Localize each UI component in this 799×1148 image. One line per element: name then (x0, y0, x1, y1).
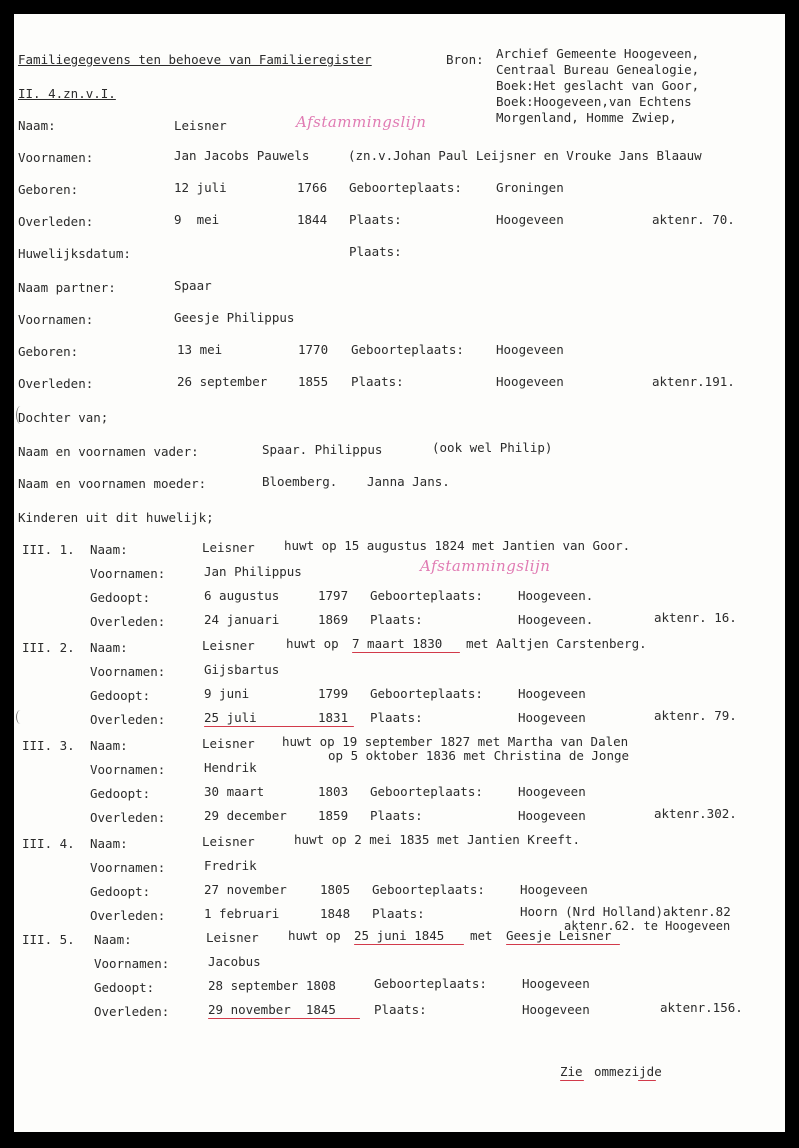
child-gedoopt-year: 1803 (318, 784, 349, 799)
naam-label: Naam: (18, 118, 56, 133)
child-voornamen: Jacobus (208, 954, 261, 969)
aktenr: aktenr. 70. (652, 212, 735, 227)
child-gedoopt-day: 30 maart (204, 784, 265, 799)
child-aktenr-note: aktenr.62. te Hoogeveen (564, 919, 731, 933)
partner-geboren-label: Geboren: (18, 344, 79, 359)
child-naam-label: Naam: (90, 640, 128, 655)
partner-geboren-day: 13 mei (177, 342, 223, 357)
child-huwelijk-2: op 5 oktober 1836 met Christina de Jonge (328, 748, 630, 763)
red-underline (208, 1018, 360, 1019)
plaats-label: Plaats: (351, 374, 404, 389)
child-voornamen-label: Voornamen: (90, 860, 166, 875)
red-underline (354, 944, 464, 945)
child-overleden-day: 1 februari (204, 906, 280, 921)
partner-overleden-label: Overleden: (18, 376, 94, 391)
child-overleden-label: Overleden: (90, 908, 166, 923)
child-voornamen-label: Voornamen: (90, 762, 166, 777)
child-naam: Leisner (202, 540, 255, 555)
child-gedoopt-day: 27 november (204, 882, 287, 897)
child-aktenr: aktenr. 16. (654, 610, 737, 625)
overleden-year: 1844 (297, 212, 328, 227)
child-voornamen: Jan Philippus (204, 564, 302, 579)
child-geboorteplaats-label: Geboorteplaats: (372, 882, 485, 897)
child-voornamen-label: Voornamen: (90, 566, 166, 581)
voornamen-value: Jan Jacobs Pauwels (174, 148, 310, 163)
child-geboorteplaats-label: Geboorteplaats: (370, 686, 483, 701)
child-gedoopt-day: 9 juni (204, 686, 250, 701)
partner-overleden-year: 1855 (298, 374, 329, 389)
child-voornamen-label: Voornamen: (90, 664, 166, 679)
child-huwelijk: huwt op 19 september 1827 met Martha van Dalen (282, 734, 629, 749)
document-page (14, 14, 785, 1132)
partner-overleden-plaats: Hoogeveen (496, 374, 564, 389)
geboorteplaats-label: Geboorteplaats: (351, 342, 464, 357)
naam-value: Leisner (174, 118, 227, 133)
child-number: III. 1. (22, 542, 75, 557)
moeder-label: Naam en voornamen moeder: (18, 476, 207, 491)
partner-geboorteplaats: Hoogeveen (496, 342, 564, 357)
partner-voornamen: Geesje Philippus (174, 310, 295, 325)
child-gedoopt-day: 28 september 1808 (208, 978, 336, 993)
child-geboorteplaats: Hoogeveen (518, 784, 586, 799)
vader-label: Naam en voornamen vader: (18, 444, 199, 459)
child-geboorteplaats: Hoogeveen (520, 882, 588, 897)
child-number: III. 4. (22, 836, 75, 851)
child-gedoopt-year: 1805 (320, 882, 351, 897)
child-geboorteplaats: Hoogeveen (522, 976, 590, 991)
afstammingslijn-annotation: Afstammingslijn (296, 113, 427, 131)
bron-line: Morgenland, Homme Zwiep, (496, 110, 677, 125)
child-naam-label: Naam: (94, 932, 132, 947)
child-gedoopt-label: Gedoopt: (90, 688, 151, 703)
child-huwelijk-post: met Aaltjen Carstenberg. (466, 636, 647, 651)
child-huwelijk-datum: 7 maart 1830 (352, 636, 443, 651)
child-number: III. 2. (22, 640, 75, 655)
child-gedoopt-day: 6 augustus (204, 588, 280, 603)
child-overleden-year: 1831 (318, 710, 349, 725)
child-overleden-year: 1848 (320, 906, 351, 921)
child-voornamen: Gijsbartus (204, 662, 280, 677)
child-voornamen: Hendrik (204, 760, 257, 775)
child-geboorteplaats-label: Geboorteplaats: (370, 588, 483, 603)
child-plaats-label: Plaats: (370, 612, 423, 627)
child-overleden-year: 1869 (318, 612, 349, 627)
bron-line: Boek:Het geslacht van Goor, (496, 78, 700, 93)
child-overleden-datum: 29 november 1845 (208, 1002, 336, 1017)
red-underline (560, 1080, 584, 1081)
voornamen-label: Voornamen: (18, 150, 94, 165)
moeder-value: Bloemberg. (262, 474, 338, 489)
partner-geboren-year: 1770 (298, 342, 329, 357)
child-geboorteplaats: Hoogeveen. (518, 588, 594, 603)
child-geboorteplaats-label: Geboorteplaats: (374, 976, 487, 991)
child-naam-label: Naam: (90, 738, 128, 753)
afstammingslijn-annotation: Afstammingslijn (420, 557, 551, 575)
bron-line: Centraal Bureau Genealogie, (496, 62, 700, 77)
margin-mark (16, 710, 25, 724)
child-plaats: Hoogeveen (518, 710, 586, 725)
footer-ommezijde: ommezijde (594, 1064, 662, 1079)
child-voornamen-label: Voornamen: (94, 956, 170, 971)
geboorteplaats-label: Geboorteplaats: (349, 180, 462, 195)
overleden-plaats: Hoogeveen (496, 212, 564, 227)
child-naam: Leisner (202, 638, 255, 653)
partner-overleden-day: 26 september (177, 374, 268, 389)
child-gedoopt-label: Gedoopt: (90, 786, 151, 801)
overleden-day: 9 mei (174, 212, 220, 227)
child-voornamen: Fredrik (204, 858, 257, 873)
red-underline (352, 652, 460, 653)
vader-note: (ook wel Philip) (432, 440, 553, 455)
child-overleden-day: 25 juli (204, 710, 257, 725)
child-plaats: Hoorn (Nrd Holland)aktenr.82 (520, 904, 731, 919)
partner-voornamen-label: Voornamen: (18, 312, 94, 327)
footer-zie: Zie (560, 1064, 583, 1079)
child-huwelijk-datum: 25 juni 1845 (354, 928, 445, 943)
child-gedoopt-label: Gedoopt: (94, 980, 155, 995)
document-title: Familiegegevens ten behoeve van Familieregister (18, 52, 372, 67)
child-huwelijk: huwt op 15 augustus 1824 met Jantien van Goor. (284, 538, 631, 553)
child-huwelijk-partner: Geesje Leisner (506, 928, 612, 943)
huwelijksdatum-label: Huwelijksdatum: (18, 246, 131, 261)
child-aktenr: aktenr.156. (660, 1000, 743, 1015)
red-underline (638, 1080, 656, 1081)
child-number: III. 3. (22, 738, 75, 753)
dochter-van: Dochter van; (18, 410, 109, 425)
child-gedoopt-year: 1797 (318, 588, 349, 603)
plaats-label: Plaats: (349, 212, 402, 227)
child-aktenr: aktenr. 79. (654, 708, 737, 723)
bron-line: Archief Gemeente Hoogeveen, (496, 46, 700, 61)
child-overleden-year: 1859 (318, 808, 349, 823)
child-huwelijk-pre: huwt op (288, 928, 341, 943)
child-overleden-day: 24 januari (204, 612, 280, 627)
bron-label: Bron: (446, 52, 484, 67)
child-geboorteplaats: Hoogeveen (518, 686, 586, 701)
child-gedoopt-label: Gedoopt: (90, 884, 151, 899)
child-naam: Leisner (206, 930, 259, 945)
margin-mark (16, 406, 25, 424)
kinderen-label: Kinderen uit dit huwelijk; (18, 510, 214, 525)
geboren-day: 12 juli (174, 180, 227, 195)
child-gedoopt-year: 1799 (318, 686, 349, 701)
child-gedoopt-label: Gedoopt: (90, 590, 151, 605)
bron-line: Boek:Hoogeveen,van Echtens (496, 94, 692, 109)
overleden-label: Overleden: (18, 214, 94, 229)
child-number: III. 5. (22, 932, 75, 947)
child-aktenr: aktenr.302. (654, 806, 737, 821)
partner-naam: Spaar (174, 278, 212, 293)
child-huwelijk: huwt op 2 mei 1835 met Jantien Kreeft. (294, 832, 580, 847)
geboorteplaats-value: Groningen (496, 180, 564, 195)
child-plaats-label: Plaats: (370, 808, 423, 823)
child-naam-label: Naam: (90, 542, 128, 557)
red-underline (204, 726, 354, 727)
child-geboorteplaats-label: Geboorteplaats: (370, 784, 483, 799)
red-underline (506, 944, 620, 945)
child-naam-label: Naam: (90, 836, 128, 851)
child-huwelijk-mid: met (470, 928, 493, 943)
child-plaats-label: Plaats: (370, 710, 423, 725)
moeder-voornamen: Janna Jans. (367, 474, 450, 489)
child-plaats: Hoogeveen (522, 1002, 590, 1017)
partner-naam-label: Naam partner: (18, 280, 116, 295)
child-naam: Leisner (202, 834, 255, 849)
child-naam: Leisner (202, 736, 255, 751)
child-plaats: Hoogeveen (518, 808, 586, 823)
partner-aktenr: aktenr.191. (652, 374, 735, 389)
child-overleden-label: Overleden: (90, 614, 166, 629)
geboren-year: 1766 (297, 180, 328, 195)
register-code: II. 4.zn.v.I. (18, 86, 116, 101)
child-overleden-label: Overleden: (90, 712, 166, 727)
child-plaats-label: Plaats: (374, 1002, 427, 1017)
parents-note: (zn.v.Johan Paul Leijsner en Vrouke Jans Blaauw (348, 148, 702, 163)
vader-value: Spaar. Philippus (262, 442, 383, 457)
plaats-label: Plaats: (349, 244, 402, 259)
child-plaats-label: Plaats: (372, 906, 425, 921)
child-overleden-label: Overleden: (90, 810, 166, 825)
child-overleden-label: Overleden: (94, 1004, 170, 1019)
child-overleden-day: 29 december (204, 808, 287, 823)
geboren-label: Geboren: (18, 182, 79, 197)
child-plaats: Hoogeveen. (518, 612, 594, 627)
child-huwelijk-pre: huwt op (286, 636, 339, 651)
